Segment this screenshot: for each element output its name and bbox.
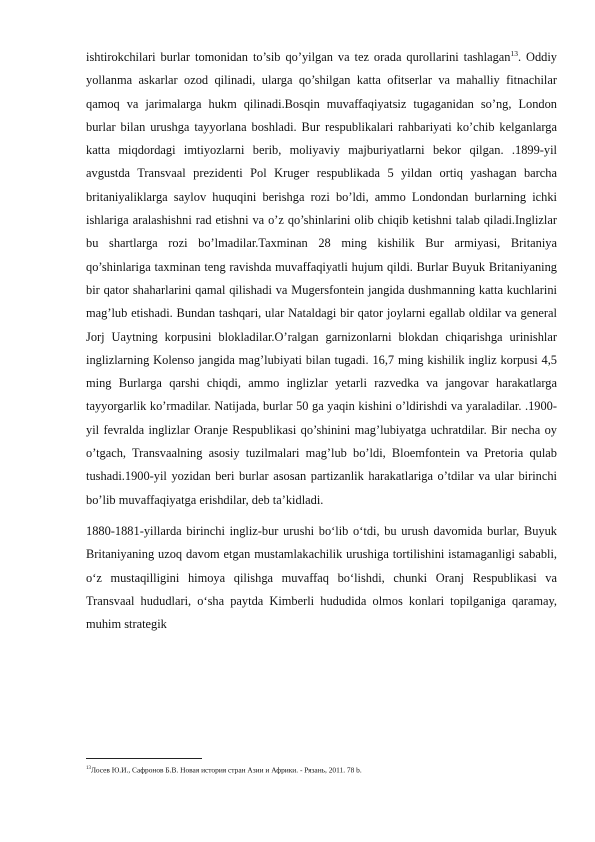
- footnote: [86, 764, 557, 775]
- footnote-reference[interactable]: 13: [510, 48, 518, 58]
- footnote-divider: [86, 758, 202, 759]
- footnote-text: Лосев Ю.И., Сафронов Б.В. Новая история стран Азии и Африки. - Рязань, 2011. 78 b.: [91, 765, 362, 775]
- paragraph-1: [86, 46, 557, 512]
- paragraph-1-text-start: ishtirokchilari burlar tomonidan to’sib qo’yilgan va tez orada qurollarini tashlagan: [86, 50, 511, 64]
- body-text: [86, 46, 557, 636]
- footnote-number: 13: [86, 766, 91, 771]
- paragraph-2: 1880-1881-yillarda birinchi ingliz-bur urushi bo‘lib o‘tdi, bu urush davomida burlar, Buyuk Britaniyaning uzoq davom etgan mustamlakachilik urushiga tortilishini istamaganligi sababli, o‘z mustaqilligini himoya qilishga muvaffaq bo‘lishdi, chunki Oranj Respublikasi va Transvaal hududlari, o‘sha paytda Kimberli hududida olmos konlari topilganiga qaramay, muhim strategik: [86, 523, 557, 632]
- paragraph-1-text-rest: . Oddiy yollanma askarlar ozod qilinadi, ularga qo’shilgan katta ofitserlar va mahalliy fitnachilar qamoq va jarimalarga hukm qilinadi.Bosqin muvaffaqiyatsiz tugaganidan so’ng, London burlar bilan urushga tayyorlana boshladi. Bur respublikalari rahbariyati ko’chib kelganlarga katta miqdordagi imtiyozlarni berib, moliyaviy majburiyatlarni bekor qilgan. .1899-yil avgustda Transvaal prezidenti Pol Kruger respublikada 5 yildan ortiq yashagan barcha britaniyaliklarga saylov huquqini berishga rozi bo’ldi, ammo Londondan burlarning ichki ishlariga aralashishni rad etishni va o’z qo’shinlarini olib chiqib ketishni talab qiladi.Inglizlar bu shartlarga rozi bo’lmadilar.Taxminan 28 ming kishilik Bur armiyasi, Britaniya qo’shinlariga taxminan teng ravishda muvaffaqiyatli hujum qildi. Burlar Buyuk Britaniyaning bir qator shaharlarini qamal qilishadi va Mugersfontein jangida dushmanning katta kuchlarini mag’lub etishadi. Bundan tashqari, ular Nataldagi bir qator joylarni egallab oldilar va general Jorj Uaytning korpusini blokladilar.O’ralgan garnizonlarni blokdan chiqarishga urinishlar inglizlarning Kolenso jangida mag’lubiyati bilan tugadi. 16,7 ming kishilik ingliz korpusi 4,5 ming Burlarga qarshi chiqdi, ammo inglizlar yetarli razvedka va jangovar harakatlarga tayyorgarlik ko’rmadilar. Natijada, burlar 50 ga yaqin kishini o’ldirishdi va yaraladilar. .1900- yil fevralda inglizlar Oranje Respublikasi qo’shinini mag’lubiyatga uchratdilar. Bir necha oy o’tgach, Transvaalning asosiy tuzilmalari mag’lub bo’ldi, Bloemfontein va Pretoria qulab tushadi.1900-yil yozidan beri burlar asosan partizanlik harakatlariga o’tdilar va ular birinchi bo’lib muvaffaqiyatga erishdilar, deb ta’kidladi.: [86, 50, 557, 507]
